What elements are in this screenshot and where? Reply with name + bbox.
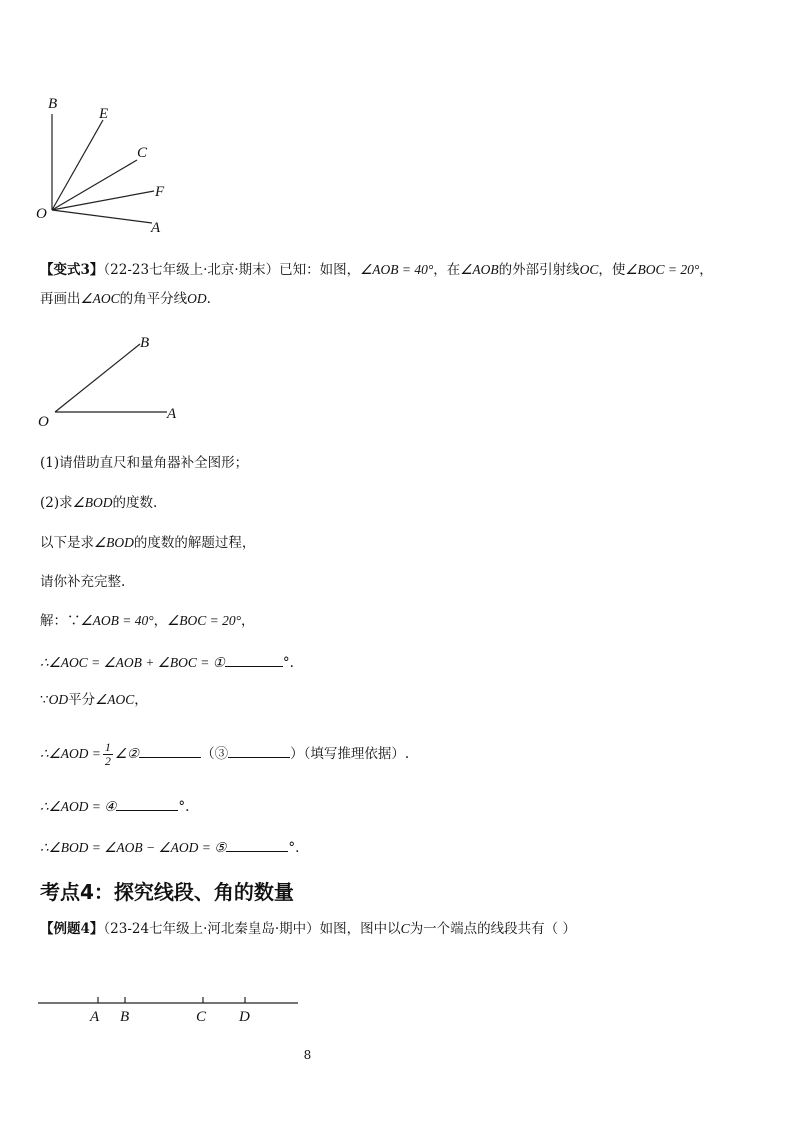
expr: ∠AOB — [460, 262, 499, 277]
expr: ∠② — [114, 746, 140, 761]
label-f: F — [155, 184, 165, 200]
label-c: C — [137, 145, 148, 161]
blank-2[interactable] — [139, 743, 201, 758]
text: 解：∵ — [40, 613, 81, 629]
expr: ∴∠AOD = — [40, 746, 101, 761]
variant3-line2 — [40, 290, 211, 308]
ray-oa — [52, 210, 152, 223]
text: ， — [240, 613, 255, 629]
figure-segment-line — [30, 990, 310, 1030]
label-a: A — [167, 406, 177, 422]
label-a: A — [151, 220, 161, 236]
section-heading: 考点4：探究线段、角的数量 — [40, 880, 294, 904]
variant3-line1 — [40, 261, 713, 279]
text: °. — [178, 799, 190, 815]
example4-tag: 【例题4】 — [40, 921, 104, 937]
text: ，在 — [433, 262, 461, 278]
expr: OD — [48, 692, 69, 707]
text: 的度数的解题过程， — [133, 535, 256, 551]
figure-rays — [30, 90, 190, 240]
expr: ∠AOB = 40° — [80, 613, 154, 628]
blank-1[interactable] — [225, 652, 283, 667]
expr: OD — [187, 291, 207, 306]
solution-step-2 — [40, 652, 294, 672]
expr: ∠AOC — [80, 291, 120, 306]
label-a: A — [90, 1009, 100, 1025]
text: 为一个端点的线段共有（ ） — [409, 921, 576, 937]
blank-4[interactable] — [116, 796, 178, 811]
solution-step-3 — [40, 691, 148, 709]
question-1 — [40, 454, 248, 472]
text: ， — [153, 613, 168, 629]
solution-step-4 — [40, 736, 409, 772]
solution-intro — [40, 534, 255, 552]
text: ， — [699, 262, 713, 278]
expr: OC — [579, 262, 599, 277]
expr: ∠AOB = 40° — [360, 262, 434, 277]
variant3-tag: 【变式3】 — [40, 262, 104, 278]
expr: ∴∠AOD = ④ — [40, 799, 117, 814]
text: ∵ — [40, 692, 49, 708]
label-o: O — [36, 206, 47, 222]
fraction-half — [103, 741, 113, 768]
expr: ∠BOD — [94, 535, 134, 550]
text: 以下是求 — [40, 535, 94, 551]
text: 已知：如图， — [279, 262, 361, 278]
text: 平分 — [68, 692, 96, 708]
ray-ob — [55, 344, 140, 412]
question-2 — [40, 494, 157, 512]
text: . — [206, 291, 211, 307]
text: °. — [288, 840, 300, 856]
text: 的度数. — [112, 495, 158, 511]
label-c: C — [196, 1009, 207, 1025]
blank-5[interactable] — [226, 837, 288, 852]
solution-step-1 — [40, 612, 254, 630]
text: （③ — [201, 746, 229, 762]
expr: C — [400, 921, 410, 936]
solution-step-6 — [40, 837, 299, 857]
label-b: B — [140, 335, 150, 351]
example4-source: （23-24七年级上·河北秦皇岛·期中） — [103, 921, 320, 937]
label-d: D — [239, 1009, 250, 1025]
text: 请你补充完整. — [40, 574, 126, 590]
numerator: 1 — [104, 740, 111, 754]
text: ， — [134, 692, 148, 708]
expr: ∠BOD — [72, 495, 113, 510]
ray-oe — [52, 120, 103, 210]
text: ）（填写推理依据）. — [290, 746, 410, 762]
page-number: 8 — [303, 1048, 312, 1062]
text: ，使 — [598, 262, 626, 278]
text: 的角平分线 — [119, 291, 188, 307]
example4-line — [40, 920, 576, 938]
blank-3[interactable] — [228, 743, 290, 758]
label-b: B — [48, 96, 58, 112]
variant3-source: （22-23七年级上·北京·期末） — [103, 262, 280, 278]
text: (2)求 — [40, 495, 73, 511]
expr: ∴∠BOD = ∠AOB − ∠AOD = ⑤ — [40, 840, 227, 855]
expr: ∠BOC = 20° — [625, 262, 700, 277]
expr: ∠BOC = 20° — [167, 613, 241, 628]
solution-step-5 — [40, 796, 189, 816]
denominator: 2 — [104, 754, 111, 768]
label-b: B — [120, 1009, 130, 1025]
text: 再画出 — [40, 291, 81, 307]
text: (1)请借助直尺和量角器补全图形； — [40, 455, 249, 471]
expr: ∠AOC — [95, 692, 135, 707]
figure-angle-aob — [30, 330, 190, 440]
text: 如图，图中以 — [319, 921, 401, 937]
expr: ∴∠AOC = ∠AOB + ∠BOC = ① — [40, 655, 225, 670]
please-complete — [40, 573, 125, 591]
text: 的外部引射线 — [498, 262, 580, 278]
label-o: O — [38, 414, 49, 430]
label-e: E — [99, 106, 109, 122]
text: °. — [282, 655, 294, 671]
